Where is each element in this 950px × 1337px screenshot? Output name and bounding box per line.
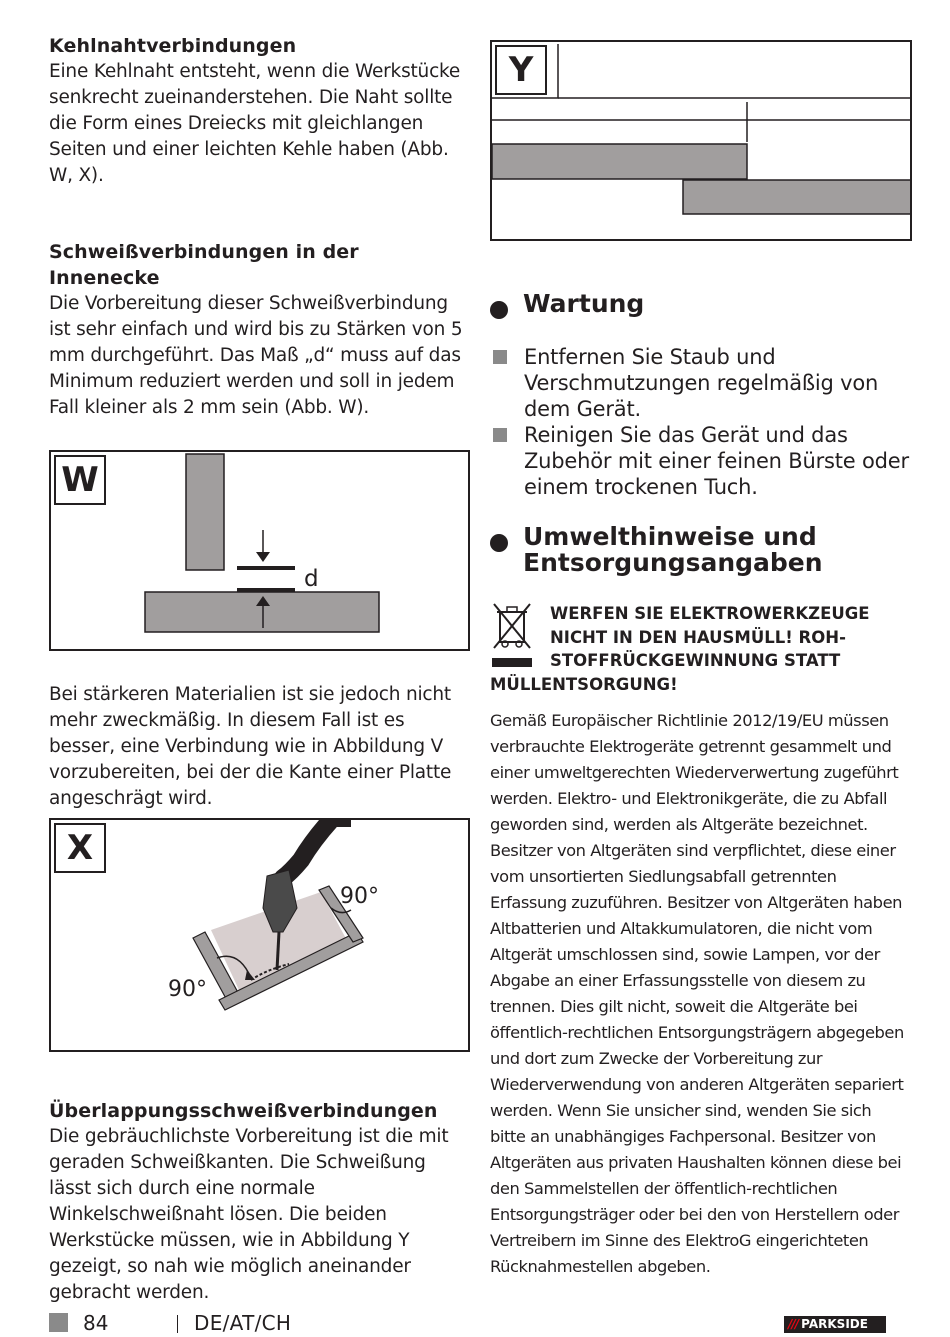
heading-ueberlappung: Überlappungsschweißverbindungen	[49, 1100, 438, 1122]
section-ueberlappung	[49, 1098, 469, 1306]
paragraph-staerkere: Bei stärkeren Materialien ist sie jedoch nicht mehr zweckmäßig. In diesem Fall ist es besser, eine Verbindung wie in Abbildung V vorzubereiten, bei der die Kante einer Platte angeschrägt wird.	[49, 684, 452, 809]
figure-x-label: X	[54, 823, 106, 873]
figure-x	[49, 818, 470, 1052]
footer-divider	[177, 1315, 178, 1333]
paragraph-kehlnaht: Eine Kehlnaht entsteht, wenn die Werkstücke senkrecht zueinanderstehen. Die Naht sollte die Form eines Dreiecks mit gleichlangen Seiten und einer leichten Kehle haben (Abb. W, X).	[49, 61, 461, 186]
paragraph-innenecke: Die Vorbereitung dieser Schweißverbindung ist sehr einfach und wird bis zu Stärken von 5 mm durchgeführt. Das Maß „d“ muss auf das Minimum reduziert werden und soll in jedem Fall kleiner als 2 mm sein (Abb. W).	[49, 293, 463, 418]
bullet-dot-icon	[490, 534, 508, 552]
page-footer	[49, 1310, 889, 1336]
heading-innenecke: Schweißverbindungen in der Innenecke	[49, 241, 359, 289]
list-item-text: Reinigen Sie das Gerät und das Zubehör mit einer feinen Bürste oder einem trockenen Tuch.	[524, 423, 909, 499]
figure-w-drawing	[51, 452, 470, 651]
weee-warning	[490, 602, 910, 696]
parkside-logo	[784, 1316, 886, 1333]
wartung-list	[490, 344, 910, 500]
section-wartung-heading	[490, 291, 644, 319]
logo-slashes: ///	[788, 1317, 799, 1331]
list-item	[490, 344, 910, 422]
figure-x-angle-right: 90°	[340, 884, 379, 909]
section-umwelt-heading	[490, 524, 910, 576]
heading-kehlnaht: Kehlnahtverbindungen	[49, 35, 297, 57]
list-item	[490, 422, 910, 500]
figure-y-drawing	[492, 42, 912, 241]
country-codes: DE/AT/CH	[194, 1311, 292, 1335]
paragraph-entsorgung: Gemäß Europäischer Richtlinie 2012/19/EU müssen verbrauchte Elektrogeräte getrennt gesammelt und einer umweltgerechten Wiederverwertung zugeführt werden. Elektro- und Elektronikgeräte, die zu Abfall geworden sind, werden als Altgeräte bezeichnet. Besitzer von Altgeräten sind verpflichtet, diese einer vom unsortierten Siedlungsabfall getrennten Erfassung zuzuführen. Besitzer von Altgeräten haben Altbatterien und Altakkumulatoren, die nicht vom Altgerät umschlossen sind, sowie Lampen, vor der Abgabe an einer Erfassungsstelle von diesem zu trennen. Dies gilt nicht, soweit die Altgeräte bei öffentlich-rechtlichen Entsorgungsträgern abgegeben und dort zum Zwecke der Vorbereitung zur Wiederverwendung von anderen Altgeräten separiert werden. Wenn Sie unsicher sind, wenden Sie sich bitte an unabhängiges Fachpersonal. Besitzer von Altgeräten aus privaten Haushalten können diese bei den Sammelstellen der öffentlich-rechtlichen Entsorgungsträger oder bei den von Herstellern oder Vertreibern im Sinne des ElektroG eingerichteten Rücknahmestellen abgeben.	[490, 711, 904, 1276]
left-column	[49, 33, 469, 421]
warning-line: WERFEN SIE ELEKTROWERKZEUGE	[550, 604, 870, 623]
page-number: 84	[83, 1311, 109, 1335]
warning-line: STOFFRÜCKGEWINNUNG STATT	[550, 651, 841, 670]
paragraph-ueberlappung: Die gebräuchlichste Vorbereitung ist die mit geraden Schweißkanten. Die Schweißung lässt sich durch eine normale Winkelschweißnaht lösen. Die beiden Werkstücke müssen, wie in Abbildung Y gezeigt, so nah wie möglich aneinander gebracht werden.	[49, 1126, 449, 1303]
figure-y	[490, 40, 912, 241]
figure-x-drawing	[51, 820, 470, 1052]
figure-w	[49, 450, 470, 651]
crossed-bin-icon	[490, 602, 534, 670]
warning-line: MÜLLENTSORGUNG!	[490, 674, 678, 694]
logo-brand-text: PARKSIDE	[801, 1317, 868, 1331]
figure-w-label: W	[54, 455, 106, 505]
heading-wartung: Wartung	[523, 289, 645, 318]
figure-x-angle-left: 90°	[168, 977, 207, 1002]
footer-square-icon	[49, 1313, 68, 1332]
square-bullet-icon	[493, 350, 507, 364]
square-bullet-icon	[493, 428, 507, 442]
warning-line: NICHT IN DEN HAUSMÜLL! ROH-	[550, 627, 846, 647]
figure-y-label: Y	[495, 45, 547, 95]
heading-umwelt: Umwelthinweise und Entsorgungsangaben	[523, 522, 823, 577]
figure-w-dimension-d: d	[304, 566, 319, 592]
list-item-text: Entfernen Sie Staub und Verschmutzungen regelmäßig von dem Gerät.	[524, 345, 879, 421]
bullet-dot-icon	[490, 301, 508, 319]
warning-text	[490, 602, 910, 696]
